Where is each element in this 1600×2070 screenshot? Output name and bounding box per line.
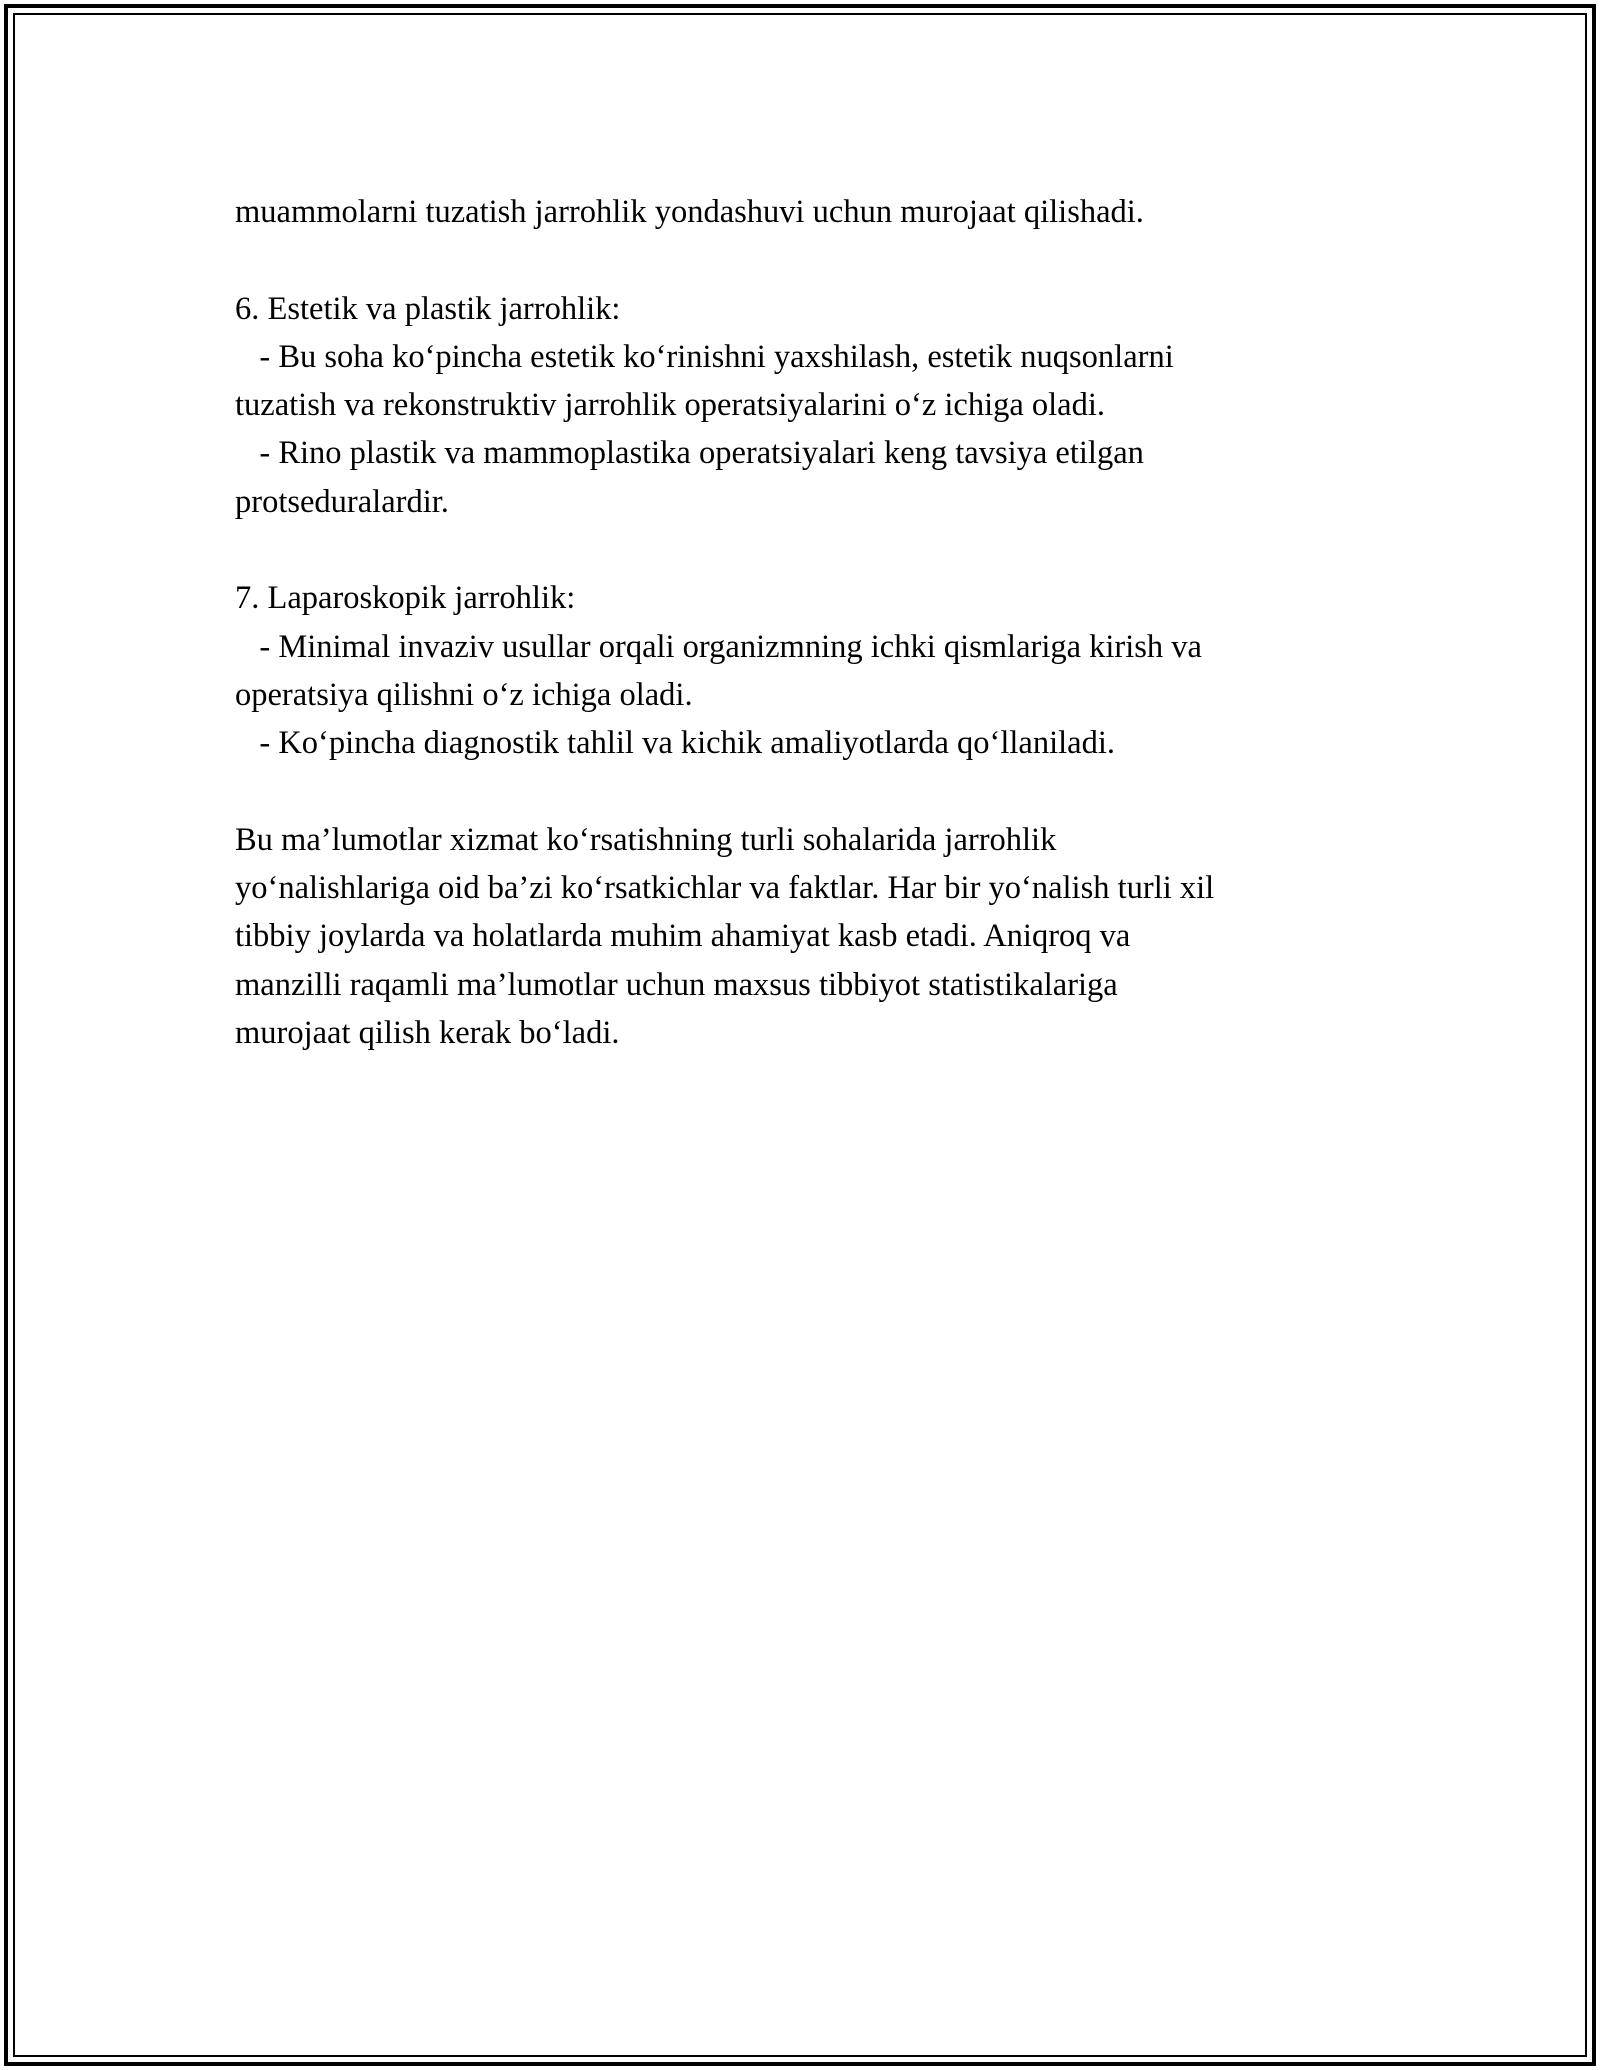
paragraph-gap xyxy=(235,236,1365,284)
section-7-bullet-1-line-1: - Minimal invaziv usullar orqali organizmning ichki qismlariga kirish va xyxy=(235,628,1202,665)
conclusion-line-1: Bu ma’lumotlar xizmat ko‘rsatishning turli sohalarida jarrohlik xyxy=(235,821,1057,858)
section-6-bullet-1-line-1: - Bu soha ko‘pincha estetik ko‘rinishni yaxshilash, estetik nuqsonlarni xyxy=(235,338,1174,375)
paragraph-gap xyxy=(235,768,1365,816)
section-7-bullet-1-line-2: operatsiya qilishni o‘z ichiga oladi. xyxy=(235,676,693,713)
section-6-bullet-2-line-2: protseduralardir. xyxy=(235,483,449,520)
document-body xyxy=(235,188,1365,1057)
intro-tail-text: muammolarni tuzatish jarrohlik yondashuvi uchun murojaat qilishadi. xyxy=(235,194,1144,230)
section-6-bullet-1-line-2: tuzatish va rekonstruktiv jarrohlik operatsiyalarini o‘z ichiga oladi. xyxy=(235,387,1106,424)
conclusion-line-3: tibbiy joylarda va holatlarda muhim ahamiyat kasb etadi. Aniqroq va xyxy=(235,918,1131,955)
conclusion-line-2: yo‘nalishlariga oid ba’zi ko‘rsatkichlar va faktlar. Har bir yo‘nalish turli xil xyxy=(235,870,1215,907)
paragraph-gap xyxy=(235,526,1365,574)
conclusion-line-5: murojaat qilish kerak bo‘ladi. xyxy=(235,1015,620,1052)
conclusion-line-4: manzilli raqamli ma’lumotlar uchun maxsus tibbiyot statistikalariga xyxy=(235,966,1118,1003)
section-6-heading: 6. Estetik va plastik jarrohlik: xyxy=(235,290,621,327)
section-7-heading: 7. Laparoskopik jarrohlik: xyxy=(235,580,576,617)
section-6-bullet-2-line-1: - Rino plastik va mammoplastika operatsiyalari keng tavsiya etilgan xyxy=(235,435,1144,472)
section-7-bullet-2-line-1: - Ko‘pincha diagnostik tahlil va kichik amaliyotlarda qo‘llaniladi. xyxy=(235,725,1115,762)
